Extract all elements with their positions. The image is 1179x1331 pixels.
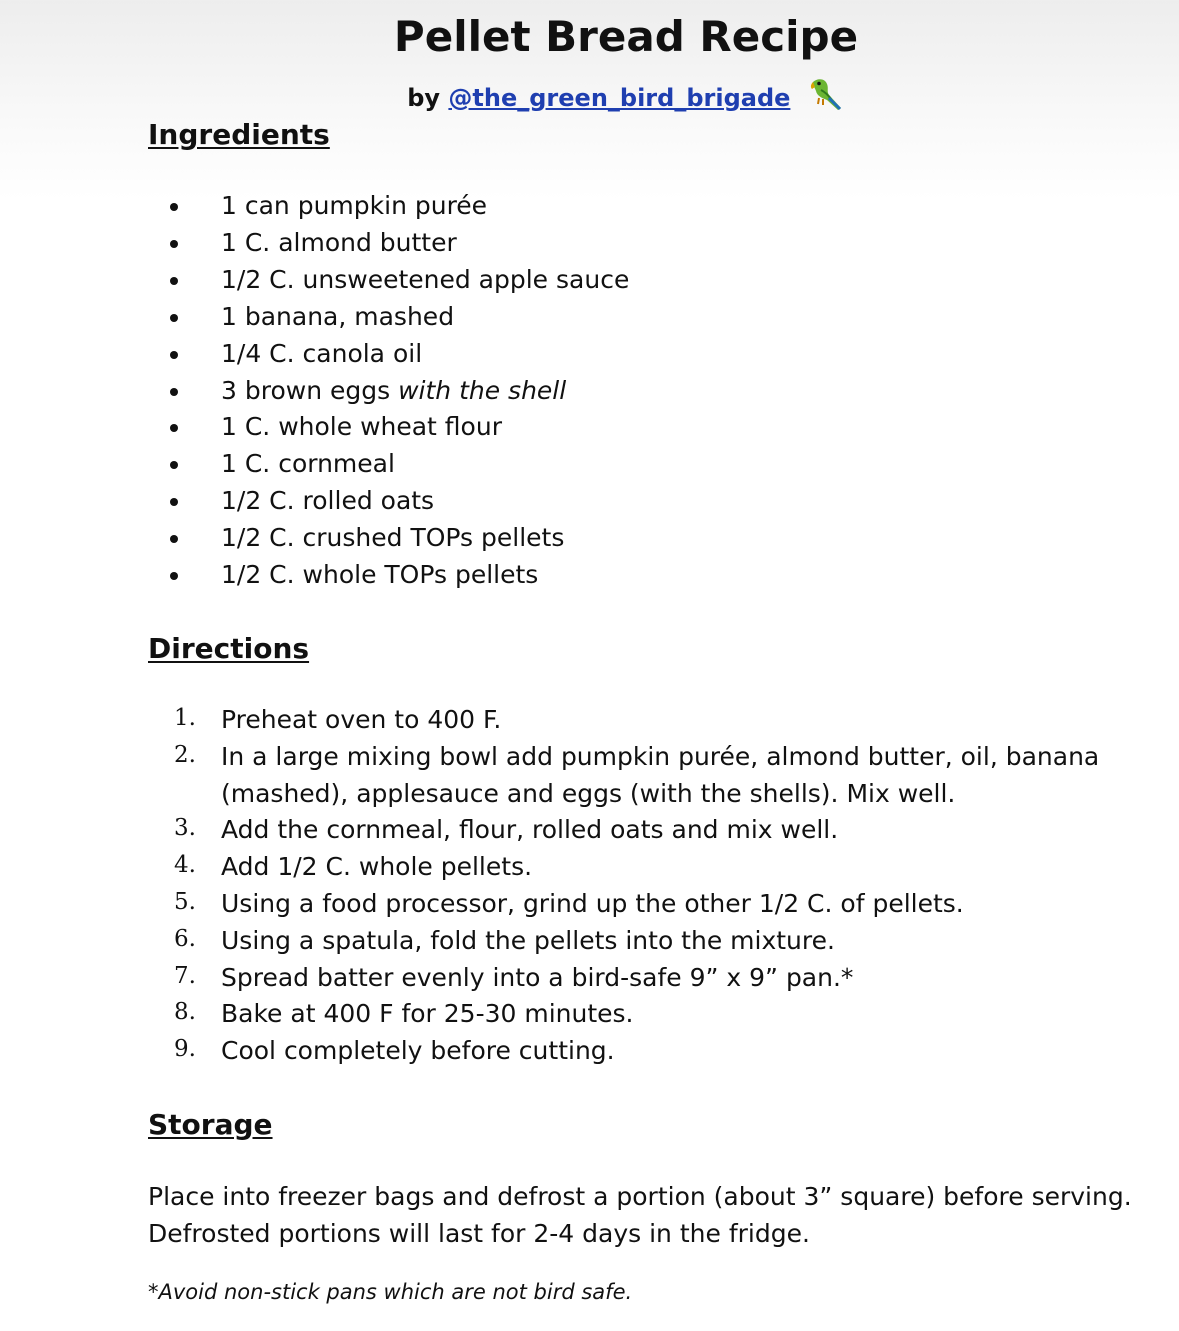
- bullet-icon: [170, 203, 178, 211]
- step-number: 3.: [174, 815, 196, 842]
- step-number: 1.: [174, 705, 196, 731]
- bullet-icon: [170, 351, 178, 359]
- ingredient-text: 1/2 C. crushed TOPs pellets: [221, 523, 565, 553]
- step-number: 7.: [174, 962, 196, 989]
- step-text: Using a spatula, fold the pellets into the mixture.: [221, 925, 835, 955]
- ingredient-emphasis: with the shell: [398, 375, 567, 405]
- bullet-icon: [170, 277, 178, 285]
- storage-heading: Storage: [148, 1108, 273, 1141]
- ingredients-heading: Ingredients: [148, 118, 330, 151]
- ingredient-text: 1/4 C. canola oil: [221, 338, 423, 368]
- directions-heading: Directions: [148, 632, 310, 665]
- step-text: Using a food processor, grind up the other 1/2 C. of pellets.: [221, 889, 964, 918]
- ingredient-text: 1 C. whole wheat flour: [221, 412, 502, 442]
- bullet-icon: [170, 572, 178, 580]
- step-text: Spread batter evenly into a bird-safe 9” x 9” pan.*: [221, 962, 854, 992]
- step-number: 8.: [174, 999, 196, 1026]
- step-text: In a large mixing bowl add pumpkin purée, almond butter, oil, banana: [221, 741, 1100, 771]
- step-number: 2.: [174, 741, 196, 768]
- ingredient-text: 1/2 C. unsweetened apple sauce: [221, 264, 630, 294]
- step-text: Cool completely before cutting.: [221, 1036, 615, 1066]
- byline: [0, 76, 1179, 118]
- ingredient-text: 1 C. cornmeal: [221, 449, 395, 479]
- author-handle-link[interactable]: @the_green_bird_brigade: [448, 84, 791, 112]
- parrot-icon: [807, 76, 845, 118]
- ingredient-text: 1/2 C. rolled oats: [221, 486, 435, 516]
- storage-line: Defrosted portions will last for 2-4 days in the fridge.: [148, 1219, 810, 1248]
- step-number: 6.: [174, 925, 196, 952]
- bullet-icon: [170, 535, 178, 543]
- bullet-icon: [170, 424, 178, 432]
- step-number: 9.: [174, 1036, 196, 1063]
- page-title: Pellet Bread Recipe: [393, 12, 859, 61]
- step-text: Add 1/2 C. whole pellets.: [221, 852, 533, 882]
- ingredient-text: 3 brown eggs with the shell: [221, 375, 567, 405]
- ingredient-text: 1 C. almond butter: [221, 227, 457, 257]
- bullet-icon: [170, 388, 178, 396]
- ingredient-text: 1 can pumpkin purée: [221, 191, 488, 220]
- step-text: Preheat oven to 400 F.: [221, 705, 502, 734]
- step-text: Bake at 400 F for 25-30 minutes.: [221, 999, 634, 1029]
- bullet-icon: [170, 240, 178, 248]
- storage-line: Place into freezer bags and defrost a portion (about 3” square) before serving.: [148, 1182, 1132, 1211]
- byline-prefix: by: [407, 84, 441, 112]
- step-number: 5.: [174, 889, 196, 915]
- step-number: 4.: [174, 852, 196, 879]
- storage-text: [148, 1178, 1132, 1252]
- bullet-icon: [170, 498, 178, 506]
- ingredient-text: 1/2 C. whole TOPs pellets: [221, 560, 539, 589]
- step-text: Add the cornmeal, flour, rolled oats and mix well.: [221, 815, 839, 845]
- footnote: *Avoid non-stick pans which are not bird safe.: [148, 1280, 633, 1304]
- ingredient-text: 1 banana, mashed: [221, 301, 455, 331]
- step-text: (mashed), applesauce and eggs (with the shells). Mix well.: [221, 778, 956, 808]
- bullet-icon: [170, 314, 178, 322]
- bullet-icon: [170, 461, 178, 469]
